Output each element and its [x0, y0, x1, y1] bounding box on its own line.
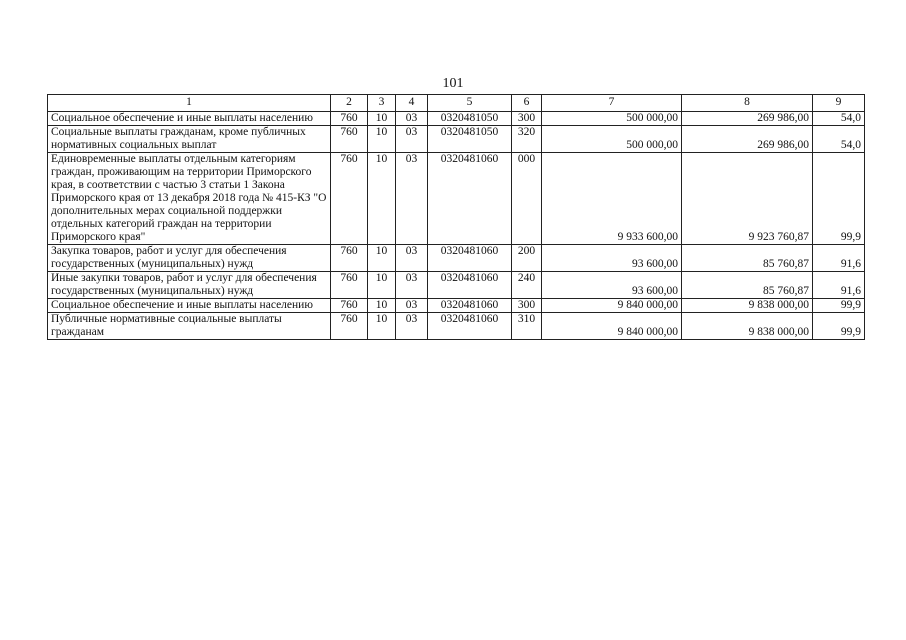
budget-table — [47, 94, 865, 340]
code-c5: 0320481060 — [428, 153, 512, 245]
code-c5: 0320481060 — [428, 245, 512, 272]
amount-c8: 9 923 760,87 — [682, 153, 813, 245]
code-c4: 03 — [396, 272, 428, 299]
code-c6: 310 — [512, 313, 542, 340]
table-row — [48, 153, 865, 245]
code-c5: 0320481060 — [428, 272, 512, 299]
percent-c9: 54,0 — [813, 112, 865, 126]
code-c2: 760 — [331, 112, 368, 126]
amount-c8: 269 986,00 — [682, 112, 813, 126]
code-c5: 0320481050 — [428, 126, 512, 153]
amount-c8: 85 760,87 — [682, 245, 813, 272]
code-c6: 300 — [512, 299, 542, 313]
amount-c8: 269 986,00 — [682, 126, 813, 153]
amount-c7: 9 933 600,00 — [542, 153, 682, 245]
table-row — [48, 126, 865, 153]
code-c6: 300 — [512, 112, 542, 126]
code-c6: 000 — [512, 153, 542, 245]
code-c2: 760 — [331, 299, 368, 313]
col-header-8: 8 — [682, 95, 813, 112]
code-c6: 200 — [512, 245, 542, 272]
col-header-1: 1 — [48, 95, 331, 112]
code-c4: 03 — [396, 126, 428, 153]
code-c5: 0320481050 — [428, 112, 512, 126]
percent-c9: 99,9 — [813, 299, 865, 313]
code-c3: 10 — [368, 313, 396, 340]
code-c4: 03 — [396, 299, 428, 313]
percent-c9: 99,9 — [813, 153, 865, 245]
percent-c9: 99,9 — [813, 313, 865, 340]
amount-c7: 500 000,00 — [542, 126, 682, 153]
code-c5: 0320481060 — [428, 313, 512, 340]
code-c5: 0320481060 — [428, 299, 512, 313]
amount-c8: 85 760,87 — [682, 272, 813, 299]
row-name: Единовременные выплаты отдельным категориям граждан, проживающим на территории Приморского края, в соответствии с частью 3 статьи 1 Закона Приморского края от 13 декабря 2018 года № 415-КЗ "О дополнительных мерах социальной поддержки отдельных категорий граждан на территории Приморского края" — [48, 153, 331, 245]
percent-c9: 91,6 — [813, 272, 865, 299]
table-row — [48, 299, 865, 313]
page-number: 101 — [442, 76, 464, 91]
code-c6: 320 — [512, 126, 542, 153]
code-c3: 10 — [368, 153, 396, 245]
percent-c9: 91,6 — [813, 245, 865, 272]
code-c3: 10 — [368, 112, 396, 126]
row-name: Социальное обеспечение и иные выплаты населению — [48, 112, 331, 126]
col-header-9: 9 — [813, 95, 865, 112]
code-c4: 03 — [396, 153, 428, 245]
col-header-7: 7 — [542, 95, 682, 112]
col-header-5: 5 — [428, 95, 512, 112]
amount-c8: 9 838 000,00 — [682, 313, 813, 340]
table-row — [48, 245, 865, 272]
percent-c9: 54,0 — [813, 126, 865, 153]
table-row — [48, 272, 865, 299]
col-header-6: 6 — [512, 95, 542, 112]
row-name: Социальное обеспечение и иные выплаты населению — [48, 299, 331, 313]
code-c2: 760 — [331, 126, 368, 153]
code-c3: 10 — [368, 299, 396, 313]
header-row — [48, 95, 865, 112]
amount-c7: 500 000,00 — [542, 112, 682, 126]
table-row — [48, 313, 865, 340]
row-name: Социальные выплаты гражданам, кроме публичных нормативных социальных выплат — [48, 126, 331, 153]
amount-c7: 93 600,00 — [542, 245, 682, 272]
code-c4: 03 — [396, 313, 428, 340]
amount-c7: 9 840 000,00 — [542, 313, 682, 340]
row-name: Закупка товаров, работ и услуг для обеспечения государственных (муниципальных) нужд — [48, 245, 331, 272]
code-c3: 10 — [368, 272, 396, 299]
code-c3: 10 — [368, 245, 396, 272]
code-c2: 760 — [331, 313, 368, 340]
col-header-3: 3 — [368, 95, 396, 112]
code-c3: 10 — [368, 126, 396, 153]
code-c2: 760 — [331, 153, 368, 245]
code-c2: 760 — [331, 272, 368, 299]
code-c2: 760 — [331, 245, 368, 272]
row-name: Публичные нормативные социальные выплаты гражданам — [48, 313, 331, 340]
code-c4: 03 — [396, 245, 428, 272]
amount-c8: 9 838 000,00 — [682, 299, 813, 313]
amount-c7: 93 600,00 — [542, 272, 682, 299]
col-header-2: 2 — [331, 95, 368, 112]
row-name: Иные закупки товаров, работ и услуг для обеспечения государственных (муниципальных) нужд — [48, 272, 331, 299]
code-c4: 03 — [396, 112, 428, 126]
code-c6: 240 — [512, 272, 542, 299]
amount-c7: 9 840 000,00 — [542, 299, 682, 313]
table-row — [48, 112, 865, 126]
col-header-4: 4 — [396, 95, 428, 112]
